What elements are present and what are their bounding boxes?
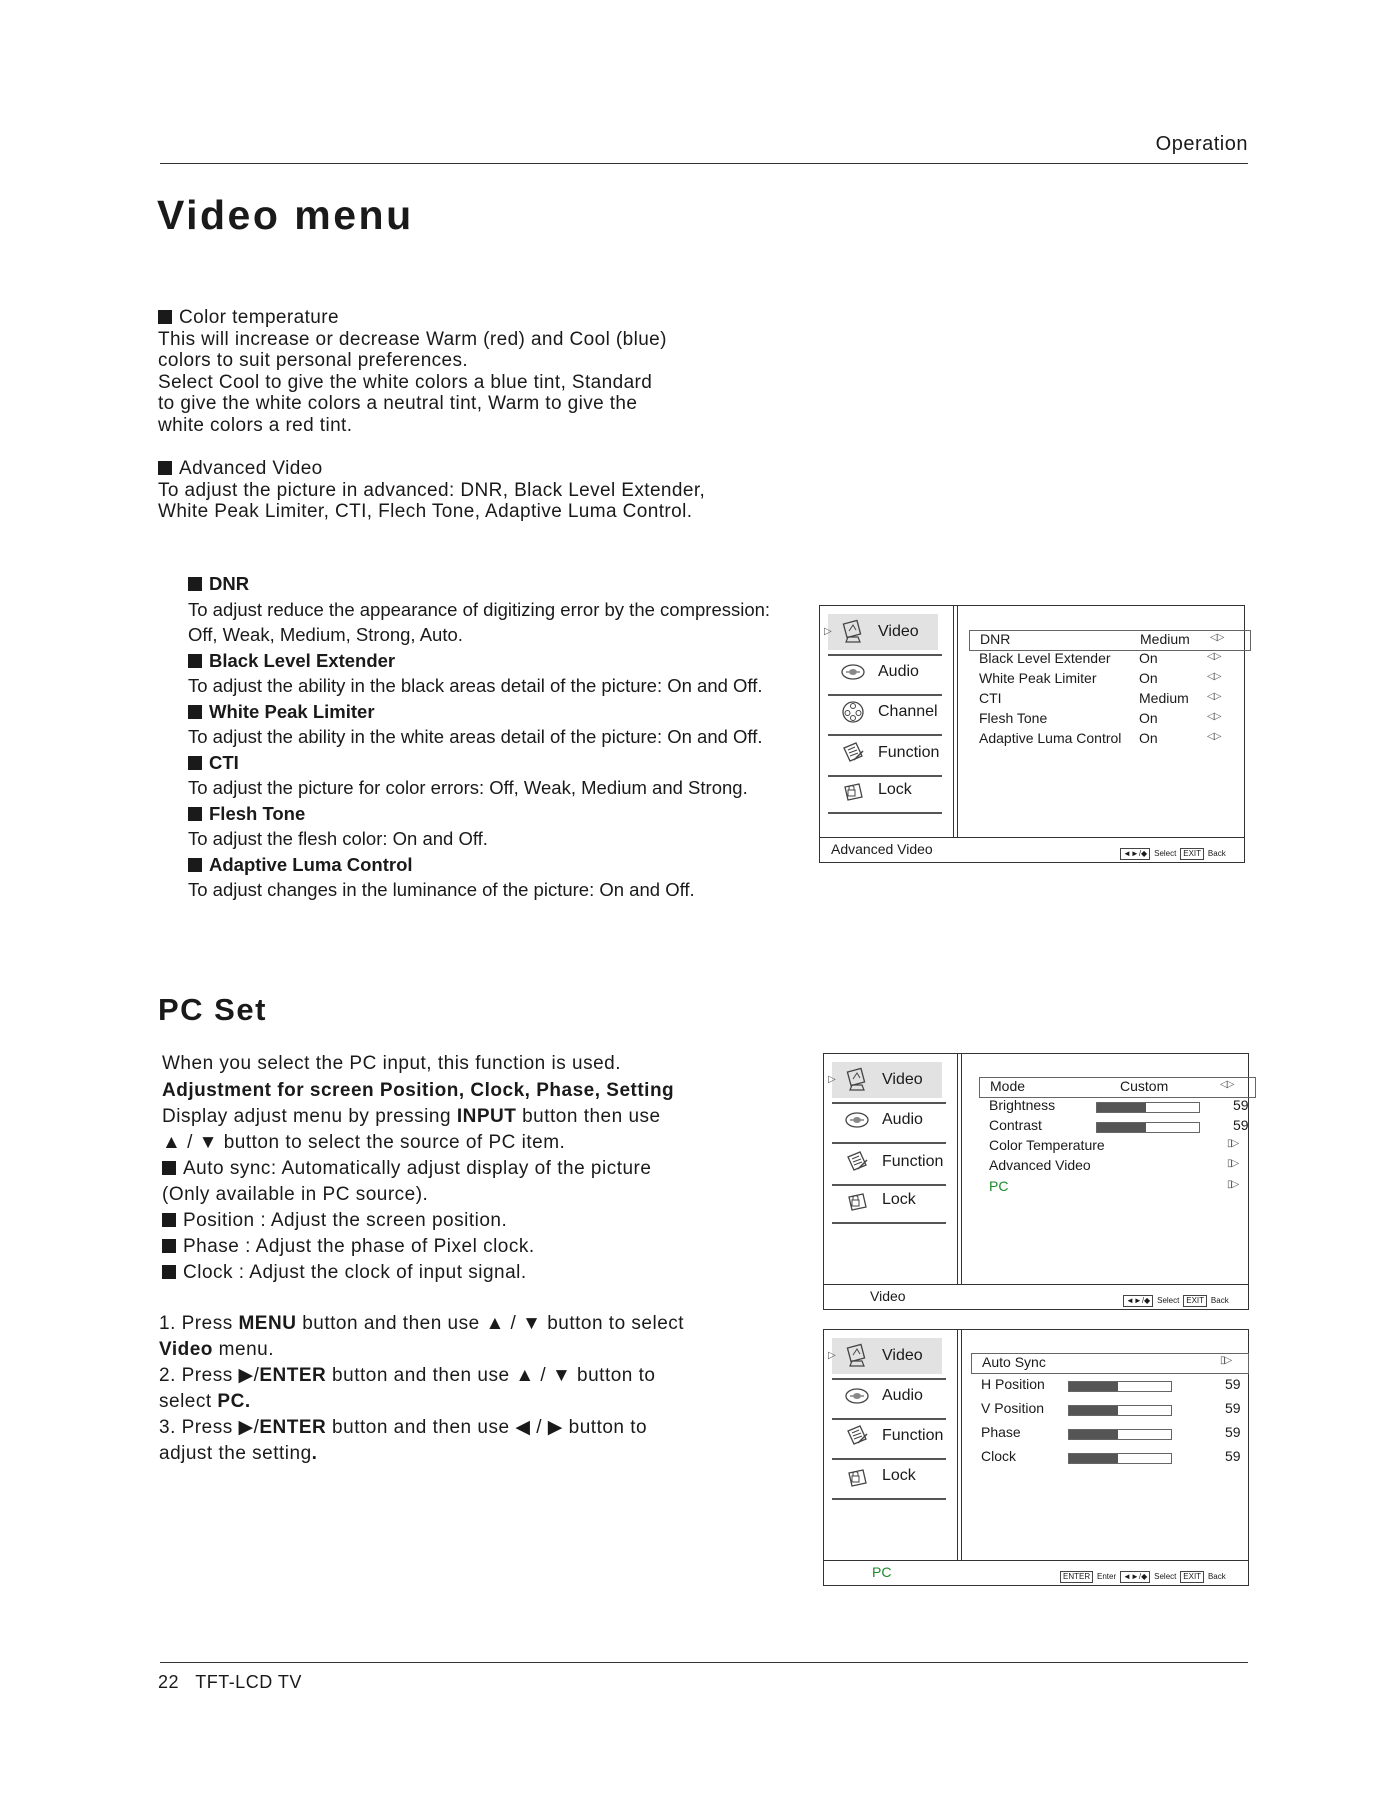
osd-sidebar-item-lock[interactable] [828, 772, 938, 808]
osd-row[interactable] [979, 650, 1249, 669]
slider-bar[interactable] [1068, 1453, 1172, 1464]
osd-row[interactable] [979, 730, 1249, 749]
osd-sidebar-item-video[interactable] [824, 614, 938, 650]
osd-sidebar-label: Lock [882, 1467, 916, 1484]
setting-name: White Peak Limiter [979, 670, 1097, 686]
enter-key: ENTER [1060, 1571, 1093, 1583]
separator [828, 812, 942, 814]
feature-desc: To adjust the ability in the black areas detail of the picture: On and Off. [188, 675, 763, 696]
text-line: This will increase or decrease Warm (red) and Cool (blue) [158, 328, 667, 350]
osd-sidebar-item-channel[interactable] [828, 694, 938, 730]
header-rule [160, 163, 1248, 164]
text-line: White Peak Limiter, CTI, Flech Tone, Adaptive Luma Control. [158, 501, 693, 522]
osd-sidebar-label: Channel [878, 703, 938, 720]
osd-hints: ENTER Enter ◄►/◆ Select EXIT Back [1060, 1566, 1226, 1583]
lock-icon [844, 1187, 870, 1213]
osd-sidebar-label: Audio [882, 1111, 923, 1128]
left-right-arrows-icon: ◁▷ [1207, 711, 1221, 722]
slider-fill [1069, 1430, 1118, 1439]
setting-name: CTI [979, 690, 1002, 706]
osd-row[interactable] [979, 690, 1249, 709]
osd-row[interactable]: Advanced Video ▯▷ [989, 1157, 1239, 1173]
osd-sidebar-label: Video [882, 1071, 923, 1088]
osd-row[interactable] [969, 630, 1251, 651]
osd-sidebar-item-function[interactable] [832, 1418, 942, 1454]
osd-advanced-video [819, 605, 1245, 863]
nav-keys: ◄►/◆ [1120, 848, 1150, 860]
function-icon [844, 1423, 870, 1449]
text-line: white colors a red tint. [158, 414, 353, 436]
step-2: 2. Press ▶/ENTER button and then use ▲ / ▼ button to [159, 1365, 656, 1386]
pc-set-steps: 1. Press MENU button and then use ▲ / ▼ button to select Video menu. 2. Press ▶/ENTER button and then use ▲ / ▼ button to select PC. 3. Press ▶/ENTER button and then use ◀ / ▶ button to adjust the setting. [159, 1313, 685, 1464]
osd-sidebar [820, 606, 955, 837]
osd-sidebar-label: Video [878, 623, 919, 640]
osd-video-menu [823, 1053, 1249, 1310]
left-right-arrows-icon: ◁▷ [1220, 1079, 1234, 1090]
setting-value: On [1139, 710, 1158, 726]
setting-name: Flesh Tone [979, 710, 1048, 726]
slider-bar[interactable] [1068, 1381, 1172, 1392]
osd-sidebar-label: Audio [878, 663, 919, 680]
feature-title: CTI [209, 751, 239, 773]
feature-title: DNR [209, 573, 250, 594]
page-title: Video menu [157, 192, 414, 238]
slider-bar[interactable] [1068, 1405, 1172, 1416]
bullet-square-icon [188, 654, 202, 668]
osd-hints: ◄►/◆ Select EXIT Back [1123, 1290, 1229, 1307]
submenu-arrow-icon: ▯▷ [1227, 1158, 1239, 1169]
feature-item [188, 571, 770, 597]
slider-bar[interactable] [1096, 1122, 1200, 1133]
osd-sidebar-item-function[interactable] [832, 1144, 942, 1180]
osd-sidebar-item-lock[interactable] [832, 1458, 942, 1494]
nav-keys: ◄►/◆ [1120, 1571, 1150, 1583]
bullet-square-icon [188, 705, 202, 719]
exit-key: EXIT [1180, 1571, 1204, 1583]
osd-row[interactable]: Auto Sync ▯▷ [971, 1353, 1249, 1374]
osd-row[interactable]: PC ▯▷ [989, 1178, 1239, 1194]
setting-name: Black Level Extender [979, 650, 1111, 666]
bullet-square-icon [162, 1239, 176, 1253]
feature-title: Flesh Tone [209, 802, 306, 824]
osd-row[interactable]: H Position 59 [981, 1376, 1241, 1392]
setting-value: On [1139, 650, 1158, 666]
setting-name: Adaptive Luma Control [979, 730, 1122, 746]
osd-status-label: Video [870, 1288, 906, 1304]
bullet-square-icon [162, 1265, 176, 1279]
function-icon [840, 740, 866, 766]
osd-row[interactable]: Contrast 59 [989, 1117, 1249, 1133]
left-right-arrows-icon: ◁▷ [1207, 731, 1221, 742]
feature-item [188, 852, 770, 878]
section-title: PC Set [158, 992, 267, 1027]
osd-status-bar [824, 1560, 1248, 1585]
osd-sidebar-label: Function [882, 1153, 944, 1170]
text-line: Clock : Adjust the clock of input signal. [183, 1262, 527, 1283]
advanced-video-section [158, 458, 705, 523]
feature-title: Black Level Extender [209, 649, 396, 671]
text-line: Select Cool to give the white colors a blue tint, Standard [158, 371, 653, 393]
selected-arrow-icon: ▷ [828, 1350, 836, 1361]
osd-status-label: Advanced Video [831, 841, 933, 857]
lock-icon [840, 777, 866, 803]
left-right-arrows-icon: ◁▷ [1207, 651, 1221, 662]
text-line: Phase : Adjust the phase of Pixel clock. [183, 1236, 535, 1257]
osd-status-bar [824, 1284, 1248, 1309]
osd-pc-menu [823, 1329, 1249, 1586]
bullet-square-icon [158, 461, 172, 475]
footer-rule [160, 1662, 1248, 1663]
bullet-square-icon [158, 310, 172, 324]
slider-bar[interactable] [1068, 1429, 1172, 1440]
feature-desc: To adjust the ability in the white areas detail of the picture: On and Off. [188, 726, 763, 747]
left-right-arrows-icon: ◁▷ [1210, 632, 1224, 643]
page-footer: 22 TFT-LCD TV [158, 1672, 302, 1692]
video-icon [840, 619, 866, 645]
left-right-arrows-icon: ◁▷ [1207, 691, 1221, 702]
step-1: 1. Press MENU button and then use ▲ / ▼ button to select [159, 1313, 685, 1334]
feature-desc: To adjust changes in the luminance of the picture: On and Off. [188, 879, 695, 900]
text-line: ▲ / ▼ button to select the source of PC item. [162, 1132, 566, 1153]
osd-row[interactable]: Color Temperature ▯▷ [989, 1137, 1239, 1153]
bullet-square-icon [188, 858, 202, 872]
text-line: Auto sync: Automatically adjust display of the picture [183, 1158, 652, 1179]
bullet-square-icon [188, 756, 202, 770]
slider-fill [1097, 1103, 1146, 1112]
text-line: Adjustment for screen Position, Clock, Phase, Setting [162, 1080, 675, 1101]
pc-set-description [162, 1051, 674, 1286]
slider-bar[interactable] [1096, 1102, 1200, 1113]
separator [832, 1498, 946, 1500]
text-line: to give the white colors a neutral tint, Warm to give the [158, 393, 638, 414]
feature-item [188, 801, 770, 827]
feature-title: White Peak Limiter [209, 700, 375, 722]
function-icon [844, 1149, 870, 1175]
video-icon [844, 1067, 870, 1093]
osd-sidebar-label: Function [882, 1427, 944, 1444]
osd-sidebar-item-function[interactable] [828, 735, 938, 771]
osd-row[interactable]: Mode Custom ◁▷ [979, 1077, 1256, 1098]
feature-title: Adaptive Luma Control [209, 853, 413, 875]
feature-desc: To adjust reduce the appearance of digitizing error by the compression: [188, 598, 771, 620]
submenu-arrow-icon: ▯▷ [1220, 1355, 1232, 1366]
text-line: To adjust the picture in advanced: DNR, Black Level Extender, [158, 479, 706, 501]
osd-row[interactable]: V Position 59 [981, 1400, 1241, 1416]
page-section-title: Operation [1155, 133, 1248, 155]
setting-value: On [1139, 730, 1158, 746]
audio-icon [844, 1383, 870, 1409]
text-line: (Only available in PC source). [162, 1184, 429, 1205]
audio-icon [840, 659, 866, 685]
osd-sidebar-item-audio[interactable] [832, 1102, 942, 1138]
osd-hints: ◄►/◆ Select EXIT Back [1120, 843, 1226, 860]
feature-item [188, 750, 770, 776]
submenu-arrow-icon: ▯▷ [1227, 1138, 1239, 1149]
osd-sidebar-item-video[interactable] [828, 1062, 942, 1098]
slider-fill [1097, 1123, 1146, 1132]
bullet-square-icon [162, 1161, 176, 1175]
osd-status-bar [820, 837, 1244, 862]
osd-sidebar-item-audio[interactable] [832, 1378, 942, 1414]
section-heading: Color temperature [179, 307, 339, 328]
exit-key: EXIT [1180, 848, 1204, 860]
feature-item [188, 648, 770, 674]
bullet-square-icon [188, 807, 202, 821]
submenu-arrow-icon: ▯▷ [1227, 1179, 1239, 1190]
osd-sidebar [824, 1054, 959, 1284]
lock-icon [844, 1463, 870, 1489]
osd-row[interactable]: Clock 59 [981, 1448, 1241, 1464]
bullet-square-icon [162, 1213, 176, 1227]
setting-value: On [1139, 670, 1158, 686]
osd-sidebar-item-audio[interactable] [828, 654, 938, 690]
feature-list [188, 571, 770, 903]
exit-key: EXIT [1183, 1295, 1207, 1307]
text-line: Display adjust menu by pressing INPUT button then use [162, 1106, 661, 1127]
selected-arrow-icon: ▷ [824, 626, 832, 637]
osd-row[interactable] [979, 670, 1249, 689]
osd-status-label: PC [872, 1564, 892, 1580]
feature-desc: To adjust the flesh color: On and Off. [188, 828, 488, 849]
slider-fill [1069, 1382, 1118, 1391]
feature-desc: To adjust the picture for color errors: Off, Weak, Medium and Strong. [188, 777, 748, 798]
setting-name: DNR [980, 631, 1011, 647]
text-line: Position : Adjust the screen position. [183, 1210, 508, 1231]
color-temperature-section [158, 307, 667, 436]
video-icon [844, 1343, 870, 1369]
osd-row[interactable] [979, 710, 1249, 729]
section-heading: Advanced Video [179, 458, 323, 479]
feature-desc: Off, Weak, Medium, Strong, Auto. [188, 624, 463, 645]
channel-icon [840, 699, 866, 725]
osd-sidebar [824, 1330, 959, 1560]
osd-sidebar-label: Function [878, 744, 940, 761]
bullet-square-icon [188, 577, 202, 591]
text-line: When you select the PC input, this function is used. [162, 1053, 622, 1074]
slider-fill [1069, 1454, 1118, 1463]
osd-sidebar-label: Lock [878, 781, 912, 798]
osd-row[interactable]: Phase 59 [981, 1424, 1241, 1440]
osd-sidebar-item-video[interactable] [828, 1338, 942, 1374]
left-right-arrows-icon: ◁▷ [1207, 671, 1221, 682]
osd-sidebar-label: Lock [882, 1191, 916, 1208]
selected-arrow-icon: ▷ [828, 1074, 836, 1085]
setting-value: Medium [1139, 690, 1189, 706]
slider-fill [1069, 1406, 1118, 1415]
osd-row[interactable]: Brightness 59 [989, 1097, 1249, 1113]
osd-sidebar-label: Video [882, 1347, 923, 1364]
feature-item [188, 699, 770, 725]
audio-icon [844, 1107, 870, 1133]
setting-value: Medium [1140, 631, 1190, 647]
separator [832, 1222, 946, 1224]
osd-sidebar-label: Audio [882, 1387, 923, 1404]
osd-sidebar-item-lock[interactable] [832, 1182, 942, 1218]
step-3: 3. Press ▶/ENTER button and then use ◀ / ▶ button to [159, 1417, 648, 1438]
nav-keys: ◄►/◆ [1123, 1295, 1153, 1307]
text-line: colors to suit personal preferences. [158, 350, 469, 371]
